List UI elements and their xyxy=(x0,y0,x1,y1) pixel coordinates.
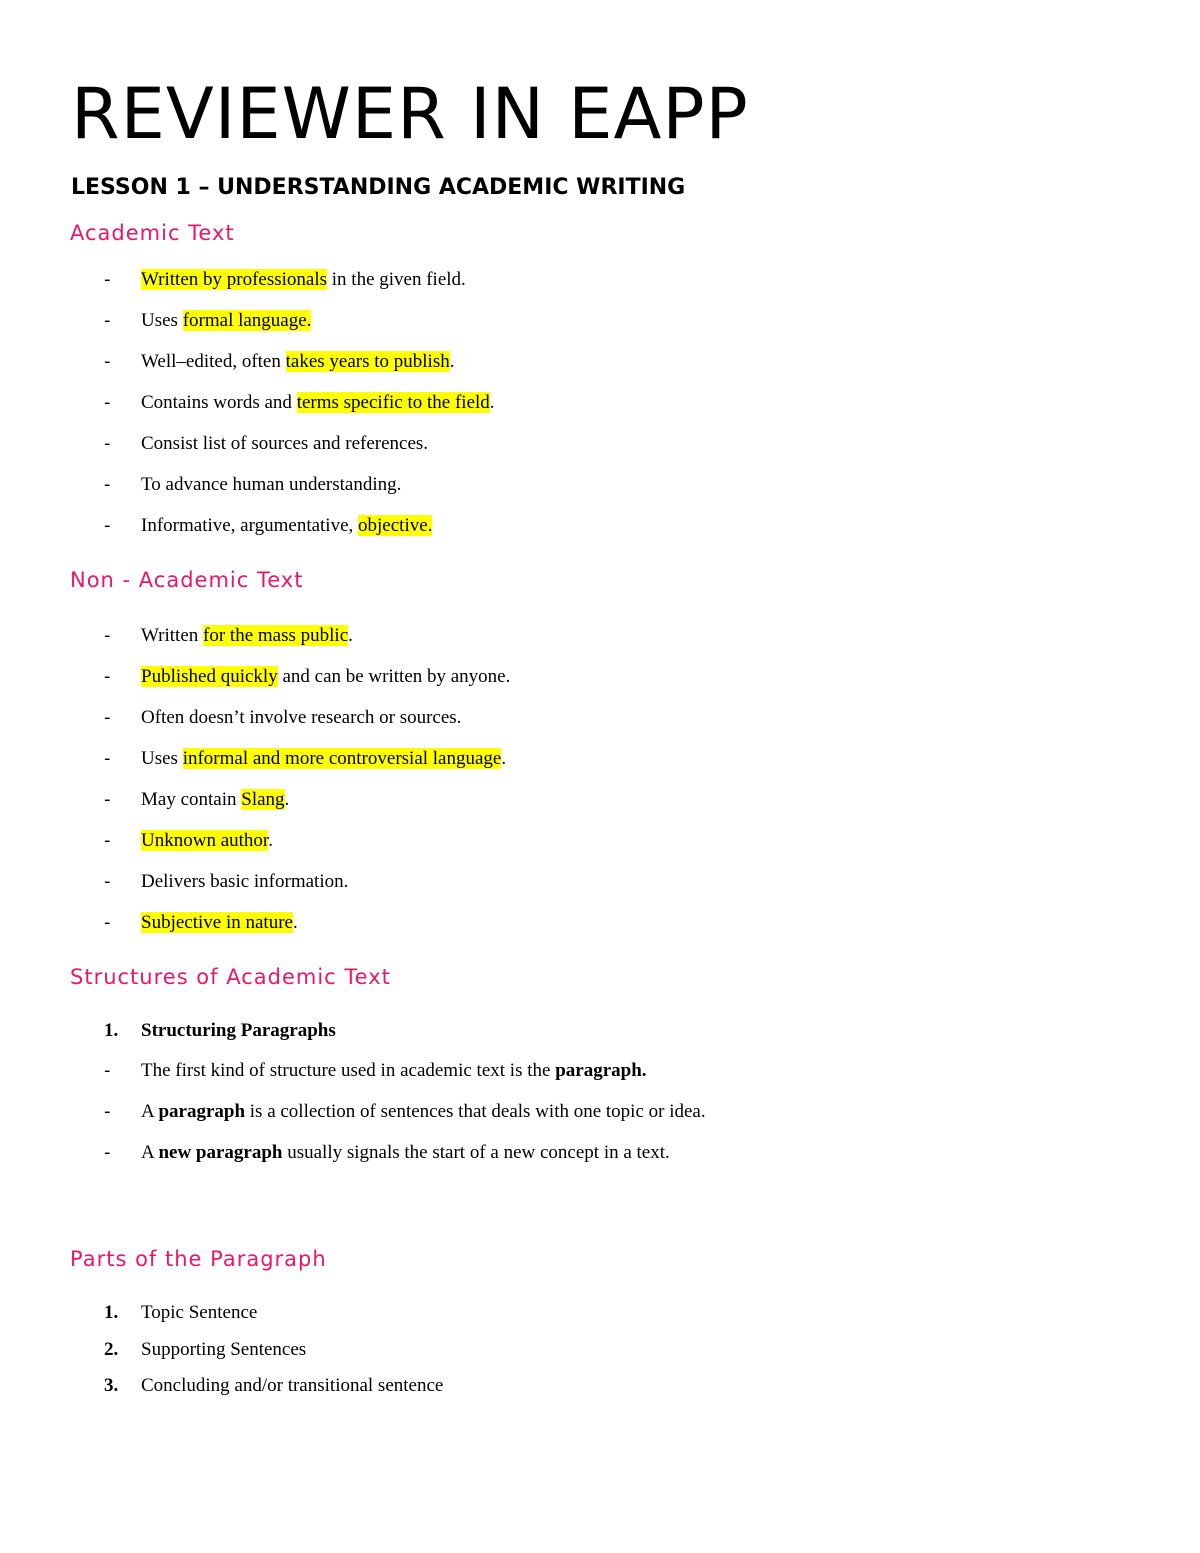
dash-bullet-icon: - xyxy=(104,515,111,536)
text-segment: is a collection of sentences that deals with one topic or idea. xyxy=(245,1101,706,1122)
list-item-text xyxy=(141,1059,647,1083)
list-item-text xyxy=(141,268,466,292)
dash-bullet-icon: - xyxy=(104,1060,111,1081)
highlighted-text: takes years to publish xyxy=(285,351,450,372)
section-heading-parts: Parts of the Paragraph xyxy=(70,1247,327,1271)
dash-bullet-icon: - xyxy=(104,433,111,454)
dash-bullet-icon: - xyxy=(104,351,111,372)
highlighted-text: Slang xyxy=(241,789,285,810)
list-item-text xyxy=(141,747,506,771)
dash-bullet-icon: - xyxy=(104,1142,111,1163)
list-item-text xyxy=(141,514,432,538)
dash-bullet-icon: - xyxy=(104,269,111,290)
text-segment: . xyxy=(489,392,495,413)
list-item-text xyxy=(141,911,298,935)
text-segment: Often doesn’t involve research or sources. xyxy=(141,707,462,728)
text-segment: . xyxy=(284,789,290,810)
highlighted-text: Published quickly xyxy=(141,666,278,687)
text-segment: Consist list of sources and references. xyxy=(141,433,429,454)
list-number: 1. xyxy=(104,1302,119,1323)
highlighted-text: formal language. xyxy=(182,310,312,331)
list-item-text xyxy=(141,706,461,730)
text-segment: Uses xyxy=(141,310,183,331)
list-item-text xyxy=(141,829,273,853)
text-segment: in the given field. xyxy=(327,269,466,290)
text-segment: . xyxy=(449,351,455,372)
highlighted-text: objective. xyxy=(358,515,433,536)
text-segment: Uses xyxy=(141,748,183,769)
text-segment: Well–edited, often xyxy=(141,351,286,372)
list-item-text xyxy=(141,432,428,456)
list-item-text xyxy=(141,473,401,497)
list-item-text xyxy=(141,1141,670,1165)
bold-text: paragraph xyxy=(158,1101,246,1122)
text-segment: May contain xyxy=(141,789,242,810)
bold-text: paragraph. xyxy=(555,1060,647,1081)
text-segment: . xyxy=(348,625,353,646)
text-segment: . xyxy=(292,912,298,933)
dash-bullet-icon: - xyxy=(104,748,111,769)
list-number: 3. xyxy=(104,1375,119,1396)
text-segment: Informative, argumentative, xyxy=(141,515,359,536)
text-segment: The first kind of structure used in academic text is the xyxy=(141,1060,556,1081)
list-item-text xyxy=(141,788,289,812)
dash-bullet-icon: - xyxy=(104,912,111,933)
lesson-heading: LESSON 1 – UNDERSTANDING ACADEMIC WRITING xyxy=(71,175,686,200)
list-item-text xyxy=(141,309,311,333)
highlighted-text: Unknown author xyxy=(141,830,269,851)
dash-bullet-icon: - xyxy=(104,707,111,728)
list-item-text: Structuring Paragraphs xyxy=(141,1020,336,1041)
text-segment: Written xyxy=(141,625,204,646)
text-segment: A xyxy=(141,1142,159,1163)
highlighted-text: Written by professionals xyxy=(141,269,328,290)
list-number: 2. xyxy=(104,1338,119,1360)
dash-bullet-icon: - xyxy=(104,474,111,495)
text-segment: . xyxy=(501,748,507,769)
list-item-text xyxy=(141,1100,706,1124)
dash-bullet-icon: - xyxy=(104,1101,111,1122)
list-number: 1. xyxy=(104,1020,119,1041)
list-item-text: Concluding and/or transitional sentence xyxy=(141,1375,444,1396)
list-item-text xyxy=(141,665,510,689)
text-segment: . xyxy=(268,830,273,851)
text-segment: Contains words and xyxy=(141,392,297,413)
highlighted-text: informal and more controversial language xyxy=(182,748,502,769)
dash-bullet-icon: - xyxy=(104,871,111,892)
list-item-text xyxy=(141,391,495,415)
highlighted-text: for the mass public xyxy=(203,625,349,646)
dash-bullet-icon: - xyxy=(104,310,111,331)
bold-text: new paragraph xyxy=(158,1142,283,1163)
list-item-text xyxy=(141,350,454,374)
text-segment: and can be written by anyone. xyxy=(277,666,511,687)
dash-bullet-icon: - xyxy=(104,625,111,646)
list-item-text: Topic Sentence xyxy=(141,1302,258,1323)
text-segment: usually signals the start of a new concept in a text. xyxy=(282,1142,670,1163)
dash-bullet-icon: - xyxy=(104,830,111,851)
text-segment: Delivers basic information. xyxy=(141,871,349,892)
dash-bullet-icon: - xyxy=(104,392,111,413)
text-segment: A xyxy=(141,1101,159,1122)
list-item-text xyxy=(141,870,348,894)
section-heading-non-academic-text: Non - Academic Text xyxy=(70,568,304,592)
list-item-text: Supporting Sentences xyxy=(141,1338,307,1360)
section-heading-academic-text: Academic Text xyxy=(70,221,235,245)
text-segment: To advance human understanding. xyxy=(141,474,402,495)
highlighted-text: Subjective in nature xyxy=(141,912,293,933)
section-heading-structures: Structures of Academic Text xyxy=(70,965,391,989)
document-title: REVIEWER IN EAPP xyxy=(71,73,749,155)
dash-bullet-icon: - xyxy=(104,666,111,687)
highlighted-text: terms specific to the field xyxy=(296,392,490,413)
list-item-text xyxy=(141,624,353,648)
dash-bullet-icon: - xyxy=(104,789,111,810)
